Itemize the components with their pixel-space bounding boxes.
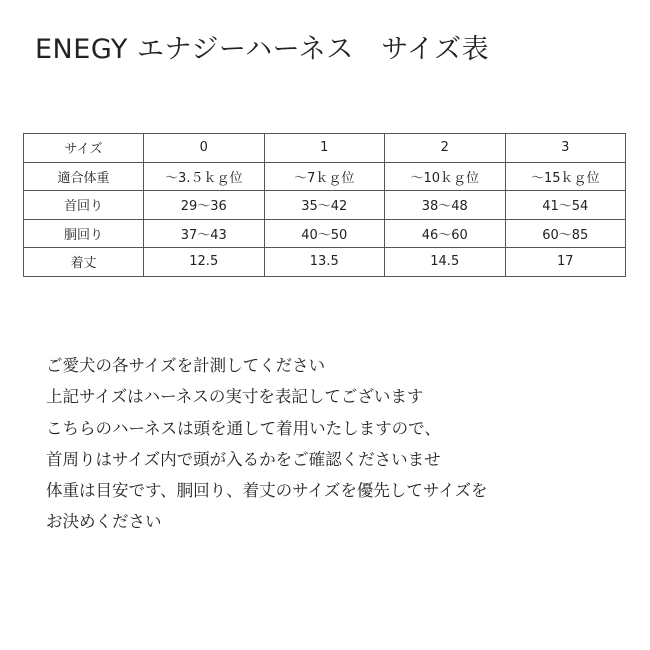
page-title: ENEGY エナジーハーネス サイズ表 (35, 34, 490, 65)
note-line: 上記サイズはハーネスの実寸を表記してございます (46, 387, 424, 407)
table-cell: ～3.５ｋｇ位 (144, 162, 265, 191)
table-cell: 13.5 (264, 248, 385, 277)
table-row-neck (24, 191, 626, 220)
table-cell: ～15ｋｇ位 (505, 162, 626, 191)
table-row-chest (24, 219, 626, 248)
note-line: こちらのハーネスは頭を通して着用いたしますので、 (46, 418, 441, 438)
table-cell: 2 (385, 134, 506, 163)
row-label-neck: 首回り (24, 191, 144, 220)
table-cell: 14.5 (385, 248, 506, 277)
table-cell: 40～50 (264, 219, 385, 248)
table-cell: 0 (144, 134, 265, 163)
table-cell: 35～42 (264, 191, 385, 220)
row-label-length: 着丈 (24, 248, 144, 277)
table-row-weight (24, 162, 626, 191)
table-cell: 41～54 (505, 191, 626, 220)
table-cell: 38～48 (385, 191, 506, 220)
table-cell: ～7ｋｇ位 (264, 162, 385, 191)
table-cell: 17 (505, 248, 626, 277)
table-cell: 60～85 (505, 219, 626, 248)
table-cell: 46～60 (385, 219, 506, 248)
table-cell: 1 (264, 134, 385, 163)
table-cell: 12.5 (144, 248, 265, 277)
table-cell: 37～43 (144, 219, 265, 248)
row-label-chest: 胴回り (24, 219, 144, 248)
table-cell: 3 (505, 134, 626, 163)
note-line: ご愛犬の各サイズを計測してください (46, 356, 326, 375)
size-table (23, 133, 626, 277)
note-line: お決めください (46, 512, 162, 532)
note-line: 体重は目安です、胴回り、着丈のサイズを優先してサイズを (46, 481, 488, 501)
table-row-length (24, 248, 626, 277)
row-label-weight: 適合体重 (24, 162, 144, 191)
table-cell: ～10ｋｇ位 (385, 162, 506, 191)
table-cell: 29～36 (144, 191, 265, 220)
table-row-size (24, 134, 626, 163)
row-label-size: サイズ (24, 134, 144, 163)
note-line: 首周りはサイズ内で頭が入るかをご確認くださいませ (46, 449, 441, 469)
size-notes (46, 350, 488, 538)
